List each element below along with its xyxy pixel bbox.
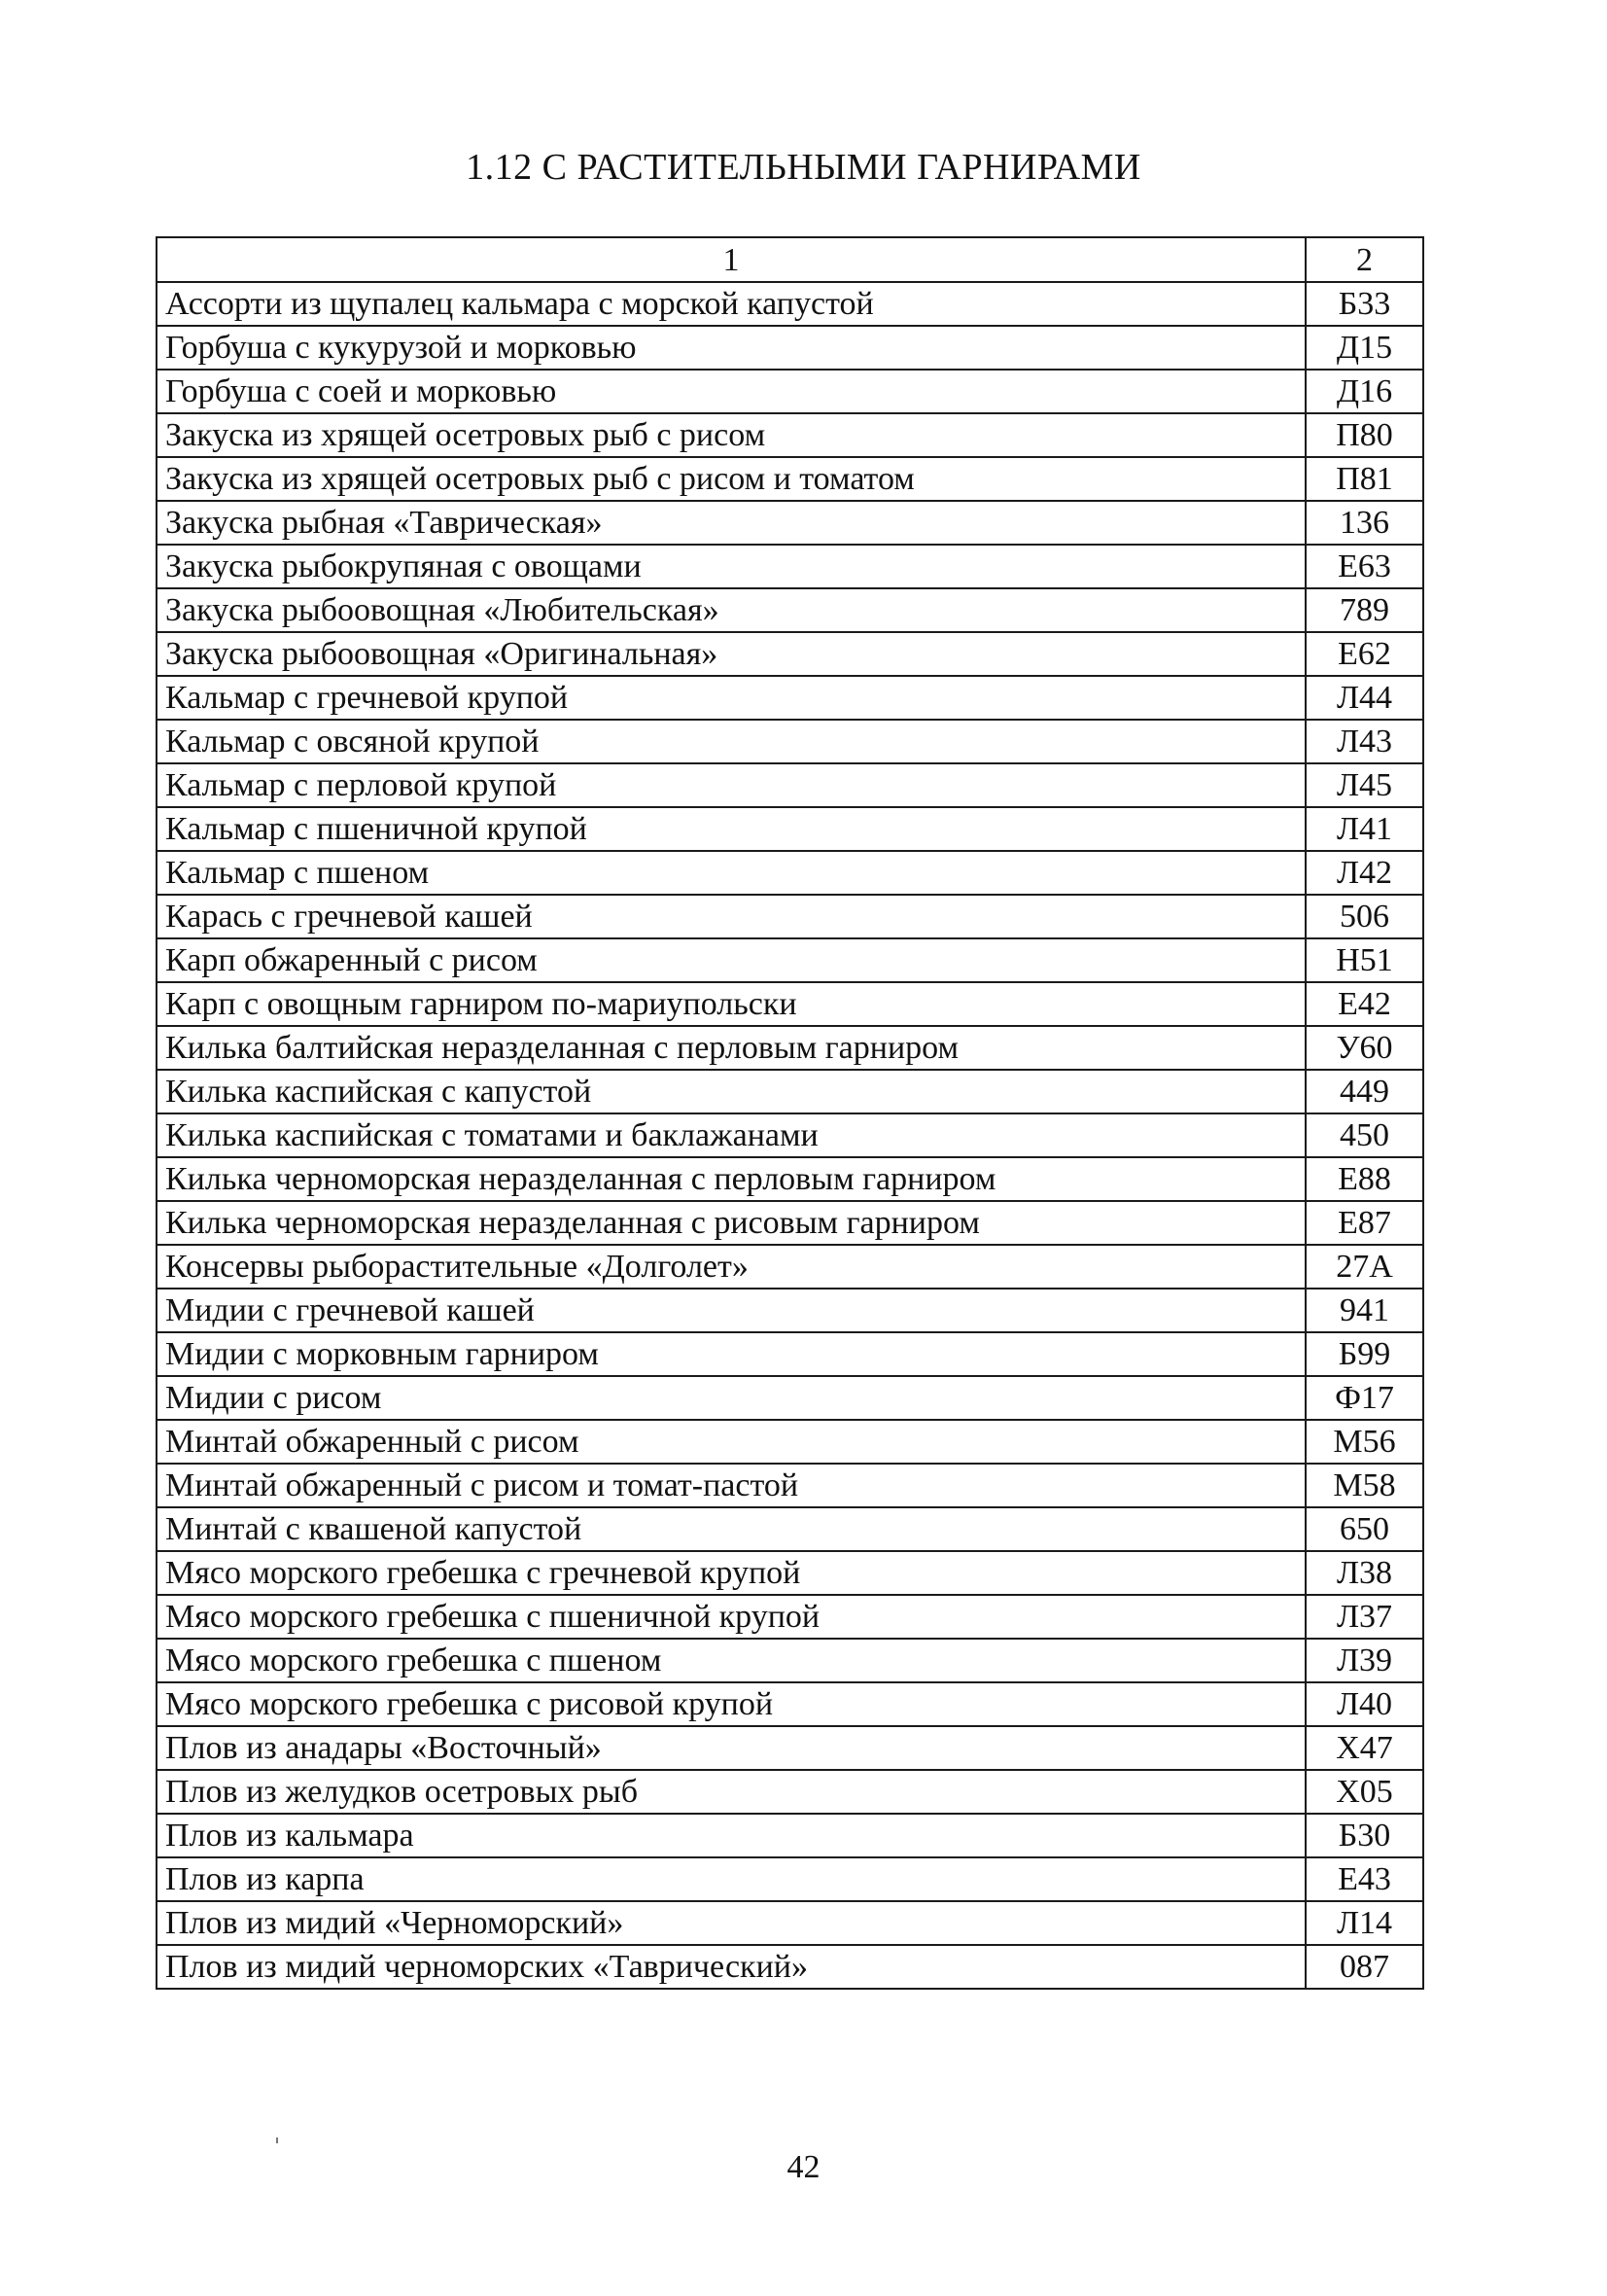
table-row xyxy=(157,1726,1423,1770)
table-row xyxy=(157,1507,1423,1551)
table-container xyxy=(156,236,1422,1990)
product-code-cell: М56 xyxy=(1306,1420,1423,1464)
product-name-cell: Плов из анадары «Восточный» xyxy=(157,1726,1306,1770)
product-name-cell: Консервы рыборастительные «Долголет» xyxy=(157,1245,1306,1289)
product-code-cell: 449 xyxy=(1306,1070,1423,1113)
table-row xyxy=(157,1201,1423,1245)
product-name-cell: Горбуша с соей и морковью xyxy=(157,370,1306,413)
table-row xyxy=(157,545,1423,588)
table-row xyxy=(157,720,1423,763)
table-row xyxy=(157,413,1423,457)
product-code-cell: Л45 xyxy=(1306,763,1423,807)
table-row xyxy=(157,588,1423,632)
product-name-cell: Закуска рыбная «Таврическая» xyxy=(157,501,1306,545)
table-row xyxy=(157,1026,1423,1070)
product-name-cell: Закуска рыбокрупяная с овощами xyxy=(157,545,1306,588)
product-name-cell: Мидии с рисом xyxy=(157,1376,1306,1420)
product-name-cell: Килька балтийская неразделанная с перловым гарниром xyxy=(157,1026,1306,1070)
table-row xyxy=(157,1245,1423,1289)
table-body xyxy=(157,282,1423,1989)
product-name-cell: Горбуша с кукурузой и морковью xyxy=(157,326,1306,370)
product-code-cell: М58 xyxy=(1306,1464,1423,1507)
product-name-cell: Кальмар с пшеничной крупой xyxy=(157,807,1306,851)
product-code-cell: Х47 xyxy=(1306,1726,1423,1770)
table-row xyxy=(157,1332,1423,1376)
product-name-cell: Плов из желудков осетровых рыб xyxy=(157,1770,1306,1814)
table-row xyxy=(157,1464,1423,1507)
table-row xyxy=(157,1070,1423,1113)
product-code-cell: 789 xyxy=(1306,588,1423,632)
table-row xyxy=(157,1420,1423,1464)
table-row xyxy=(157,370,1423,413)
table-row xyxy=(157,807,1423,851)
product-name-cell: Минтай с квашеной капустой xyxy=(157,1507,1306,1551)
product-name-cell: Килька каспийская с томатами и баклажанами xyxy=(157,1113,1306,1157)
table-row xyxy=(157,938,1423,982)
table-row xyxy=(157,851,1423,895)
product-name-cell: Плов из мидий черноморских «Таврический» xyxy=(157,1945,1306,1989)
product-code-cell: 450 xyxy=(1306,1113,1423,1157)
product-code-cell: Л43 xyxy=(1306,720,1423,763)
table-row xyxy=(157,1595,1423,1639)
product-code-cell: У60 xyxy=(1306,1026,1423,1070)
table-row xyxy=(157,457,1423,501)
product-name-cell: Закуска рыбоовощная «Оригинальная» xyxy=(157,632,1306,676)
product-code-cell: Е88 xyxy=(1306,1157,1423,1201)
table-row xyxy=(157,501,1423,545)
product-name-cell: Мясо морского гребешка с пшеном xyxy=(157,1639,1306,1682)
product-name-cell: Мидии с гречневой кашей xyxy=(157,1289,1306,1332)
product-code-cell: Л38 xyxy=(1306,1551,1423,1595)
product-code-cell: Л41 xyxy=(1306,807,1423,851)
product-code-cell: 27А xyxy=(1306,1245,1423,1289)
product-code-cell: 941 xyxy=(1306,1289,1423,1332)
table-row xyxy=(157,763,1423,807)
product-code-cell: 087 xyxy=(1306,1945,1423,1989)
product-code-cell: Л40 xyxy=(1306,1682,1423,1726)
product-code-cell: Б99 xyxy=(1306,1332,1423,1376)
table-row xyxy=(157,1376,1423,1420)
product-code-cell: Е62 xyxy=(1306,632,1423,676)
table-row xyxy=(157,1945,1423,1989)
page-title: 1.12 С РАСТИТЕЛЬНЫМИ ГАРНИРАМИ xyxy=(466,147,1141,188)
product-name-cell: Плов из кальмара xyxy=(157,1814,1306,1857)
product-code-cell: Е43 xyxy=(1306,1857,1423,1901)
product-name-cell: Кальмар с перловой крупой xyxy=(157,763,1306,807)
product-code-cell: Е63 xyxy=(1306,545,1423,588)
table-row xyxy=(157,982,1423,1026)
product-code-cell: Д15 xyxy=(1306,326,1423,370)
table-row xyxy=(157,1113,1423,1157)
table-header-row xyxy=(157,237,1423,282)
product-name-cell: Плов из мидий «Черноморский» xyxy=(157,1901,1306,1945)
product-code-cell: Л42 xyxy=(1306,851,1423,895)
product-name-cell: Ассорти из щупалец кальмара с морской капустой xyxy=(157,282,1306,326)
product-code-cell: Д16 xyxy=(1306,370,1423,413)
product-name-cell: Мясо морского гребешка с пшеничной крупой xyxy=(157,1595,1306,1639)
product-name-cell: Килька черноморская неразделанная с перловым гарниром xyxy=(157,1157,1306,1201)
product-name-cell: Килька черноморская неразделанная с рисовым гарниром xyxy=(157,1201,1306,1245)
table-row xyxy=(157,1857,1423,1901)
product-name-cell: Кальмар с пшеном xyxy=(157,851,1306,895)
table-row xyxy=(157,676,1423,720)
product-name-cell: Кальмар с гречневой крупой xyxy=(157,676,1306,720)
product-code-cell: Л44 xyxy=(1306,676,1423,720)
product-name-cell: Закуска рыбоовощная «Любительская» xyxy=(157,588,1306,632)
scan-speck xyxy=(276,2137,278,2143)
products-table xyxy=(156,236,1424,1990)
table-row xyxy=(157,1551,1423,1595)
table-row xyxy=(157,895,1423,938)
product-name-cell: Кальмар с овсяной крупой xyxy=(157,720,1306,763)
product-code-cell: Л37 xyxy=(1306,1595,1423,1639)
product-code-cell: 136 xyxy=(1306,501,1423,545)
product-code-cell: П81 xyxy=(1306,457,1423,501)
product-name-cell: Мясо морского гребешка с гречневой крупой xyxy=(157,1551,1306,1595)
product-code-cell: 650 xyxy=(1306,1507,1423,1551)
product-code-cell: Б30 xyxy=(1306,1814,1423,1857)
table-row xyxy=(157,1682,1423,1726)
product-code-cell: Б33 xyxy=(1306,282,1423,326)
table-row xyxy=(157,1901,1423,1945)
product-name-cell: Минтай обжаренный с рисом xyxy=(157,1420,1306,1464)
page-number: 42 xyxy=(786,2149,821,2185)
table-row xyxy=(157,1157,1423,1201)
product-code-cell: Х05 xyxy=(1306,1770,1423,1814)
product-name-cell: Мясо морского гребешка с рисовой крупой xyxy=(157,1682,1306,1726)
table-row xyxy=(157,282,1423,326)
product-code-cell: Л39 xyxy=(1306,1639,1423,1682)
product-name-cell: Закуска из хрящей осетровых рыб с рисом и томатом xyxy=(157,457,1306,501)
table-row xyxy=(157,1289,1423,1332)
product-name-cell: Карп с овощным гарниром по-мариупольски xyxy=(157,982,1306,1026)
product-code-cell: Е42 xyxy=(1306,982,1423,1026)
column-header-name: 1 xyxy=(157,237,1306,282)
product-name-cell: Плов из карпа xyxy=(157,1857,1306,1901)
product-name-cell: Минтай обжаренный с рисом и томат-пастой xyxy=(157,1464,1306,1507)
product-name-cell: Карась с гречневой кашей xyxy=(157,895,1306,938)
product-name-cell: Мидии с морковным гарниром xyxy=(157,1332,1306,1376)
product-code-cell: Л14 xyxy=(1306,1901,1423,1945)
product-name-cell: Закуска из хрящей осетровых рыб с рисом xyxy=(157,413,1306,457)
product-code-cell: Н51 xyxy=(1306,938,1423,982)
product-code-cell: Е87 xyxy=(1306,1201,1423,1245)
table-row xyxy=(157,1814,1423,1857)
product-code-cell: Ф17 xyxy=(1306,1376,1423,1420)
column-header-code: 2 xyxy=(1306,237,1423,282)
product-name-cell: Карп обжаренный с рисом xyxy=(157,938,1306,982)
product-code-cell: 506 xyxy=(1306,895,1423,938)
table-row xyxy=(157,1639,1423,1682)
table-row xyxy=(157,1770,1423,1814)
table-row xyxy=(157,326,1423,370)
product-name-cell: Килька каспийская с капустой xyxy=(157,1070,1306,1113)
product-code-cell: П80 xyxy=(1306,413,1423,457)
table-row xyxy=(157,632,1423,676)
